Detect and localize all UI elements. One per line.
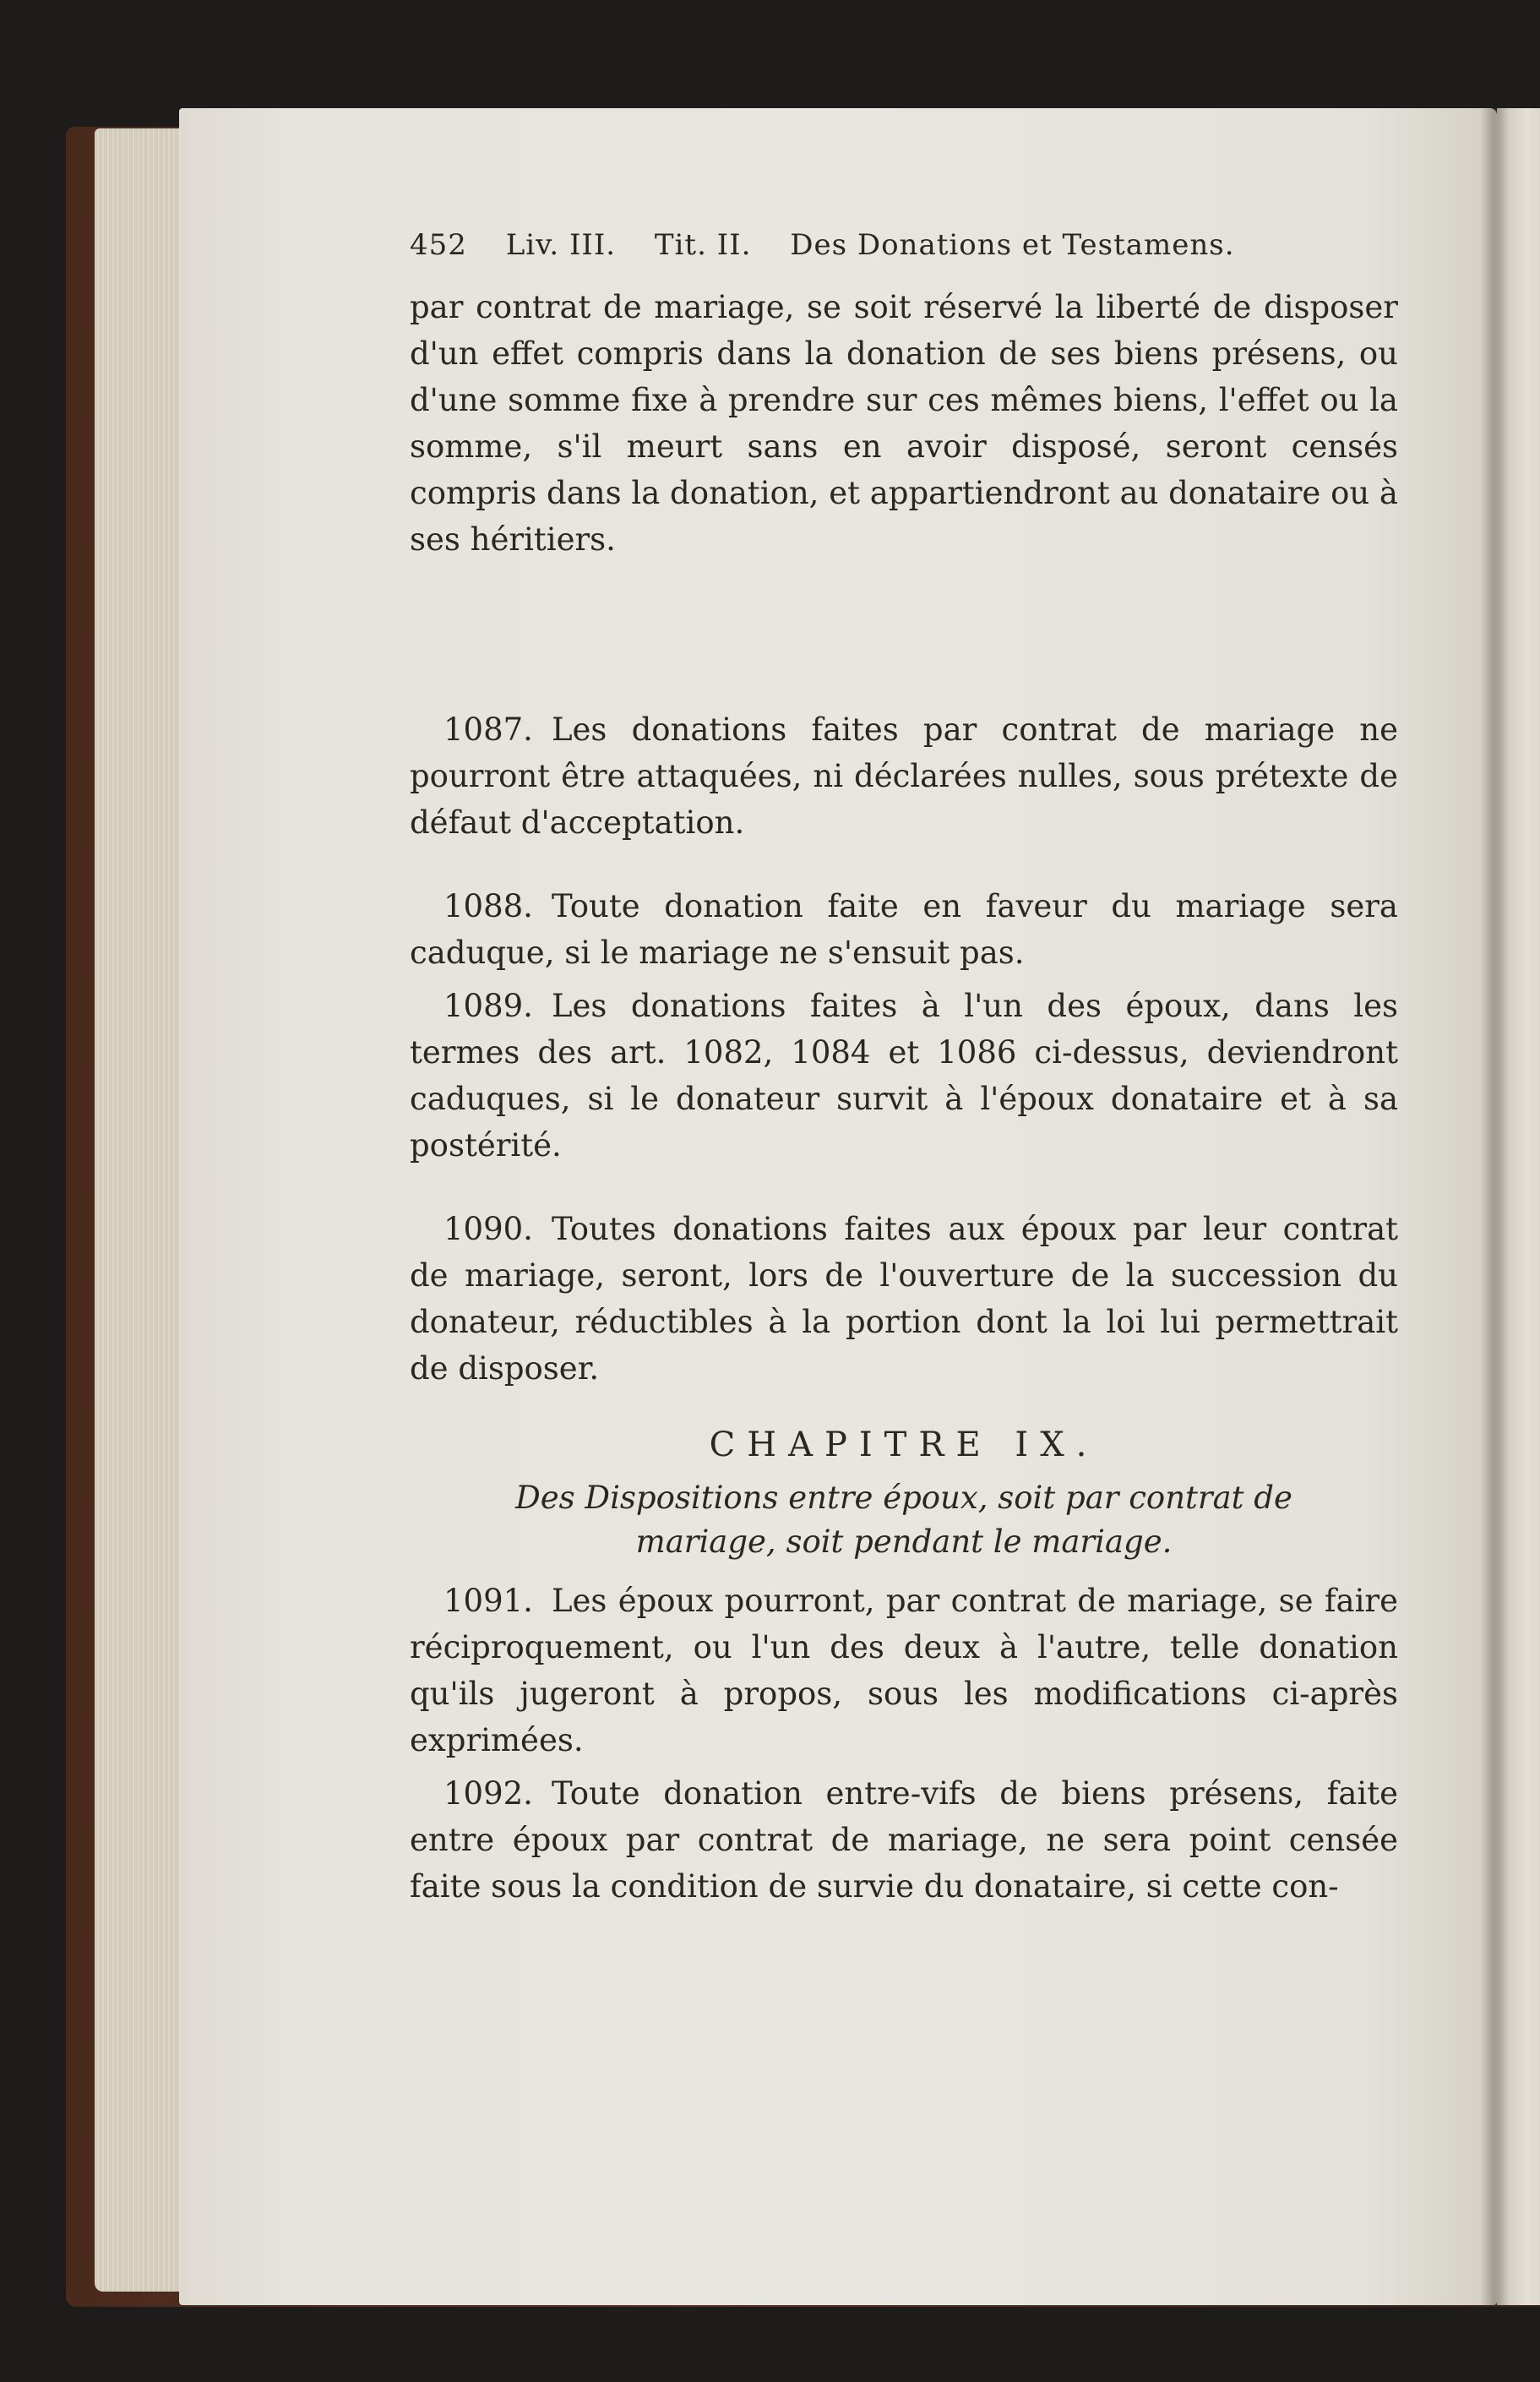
book-gutter (1480, 108, 1509, 2305)
article-number: 1092. (443, 1775, 533, 1812)
running-head (410, 228, 1398, 262)
chapter-subtitle: Des Dispositions entre époux, soit par contrat de mariage, soit pendant le mariage. (515, 1480, 1292, 1560)
article-number: 1087. (443, 711, 533, 748)
article-text: Toute donation entre-vifs de biens présens, faite entre époux par contrat de mariage, ne sera point censée faite sous la condition de survie du donataire, si cette con- (410, 1775, 1398, 1905)
page-edges (95, 128, 188, 2292)
book-label: Liv. III. (505, 228, 617, 262)
page-text (410, 228, 1398, 1916)
article-1092 (410, 1770, 1398, 1910)
article-1089 (410, 983, 1398, 1169)
article-number: 1088. (443, 888, 533, 924)
article-1090 (410, 1206, 1398, 1392)
article-number: 1090. (443, 1211, 533, 1247)
subject-label: Des Donations et Testamens. (790, 228, 1235, 262)
page-number: 452 (410, 228, 467, 262)
article-1088 (410, 883, 1398, 976)
article-1091 (410, 1578, 1398, 1763)
article-text: Toutes donations faites aux époux par leur contrat de mariage, seront, lors de l'ouverture de la succession du donateur, réductibles à la portion dont la loi lui permettrait de disposer. (410, 1211, 1398, 1387)
title-label: Tit. II. (654, 228, 752, 262)
paragraph-continued (410, 284, 1398, 563)
article-text: Les donations faites à l'un des époux, dans les termes des art. 1082, 1084 et 1086 ci-dessus, deviendront caduques, si le donateur survit à l'époux donataire et à sa postérité. (410, 988, 1398, 1164)
article-number: 1089. (443, 988, 533, 1024)
chapter-heading: CHAPITRE IX. (709, 1425, 1099, 1464)
article-1087 (410, 706, 1398, 846)
article-number: 1091. (443, 1583, 533, 1619)
paragraph-text: par contrat de mariage, se soit réservé la liberté de disposer d'un effet compris dans la donation de ses biens présens, ou d'une somme fixe à prendre sur ces mêmes biens, l'effet ou la somme, s'il meurt sans en avoir disposé, seront censés compris dans la donation, et appartiendront au donataire ou à ses héritiers. (410, 289, 1398, 558)
article-text: Les donations faites par contrat de mariage ne pourront être attaquées, ni déclarées nulles, sous prétexte de défaut d'acceptation. (410, 711, 1398, 841)
article-text: Toute donation faite en faveur du mariage sera caduque, si le mariage ne s'ensuit pas. (410, 888, 1398, 971)
article-text: Les époux pourront, par contrat de mariage, se faire réciproquement, ou l'un des deux à l'autre, telle donation qu'ils jugeront à propos, sous les modifications ci-après exprimées. (410, 1583, 1398, 1758)
